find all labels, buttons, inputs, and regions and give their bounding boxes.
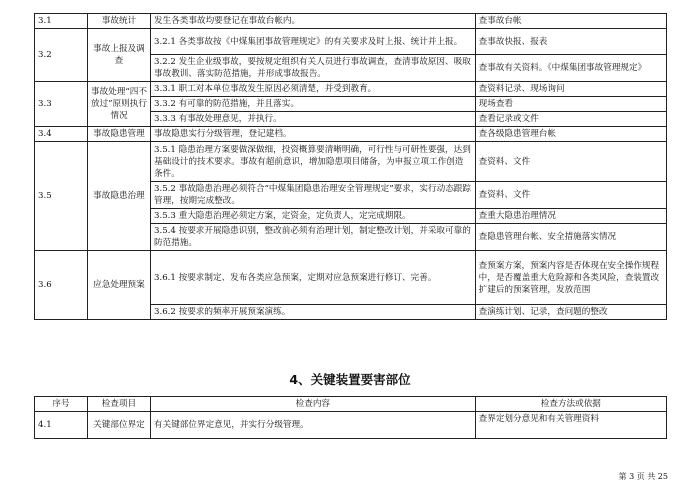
row-item: 关键部位界定	[87, 412, 150, 439]
header-item: 检查项目	[87, 397, 150, 412]
row-no: 3.3	[35, 82, 88, 127]
row-item: 应急处理预案	[87, 251, 150, 320]
table-row	[35, 127, 667, 142]
row-method: 查资料、文件	[475, 142, 666, 182]
section-title: 4、关键装置要害部位	[289, 372, 411, 387]
row-item: 事故处理“四不放过”原则执行情况	[87, 82, 150, 127]
row-method: 现场查看	[475, 97, 666, 112]
row-item: 事故上报及调查	[87, 29, 150, 82]
row-content: 3.6.2 按要求的频率开展预案演练。	[151, 305, 476, 320]
table-row	[35, 29, 667, 55]
header-method: 检查方法或依据	[475, 397, 666, 412]
row-content: 3.5.1 隐患治理方案要做深做细，投资概算要清晰明确，可行性与可研性要强，达到基础设计的技术要求。事故有超前意识，增加隐患项目储备，为申报立项工作创造条件。	[151, 142, 476, 182]
inspection-table-3	[34, 13, 667, 320]
row-method: 查隐患管理台帐、安全措施落实情况	[475, 224, 666, 251]
row-method: 查重大隐患治理情况	[475, 209, 666, 224]
row-item: 事故隐患治理	[87, 142, 150, 251]
table-row	[35, 142, 667, 182]
table-row	[35, 14, 667, 29]
row-content: 3.5.4 按要求开展隐患识别，整改前必须有治理计划，制定整改计划，并采取可靠的防范措施。	[151, 224, 476, 251]
table-row	[35, 412, 667, 439]
table-row	[35, 82, 667, 97]
row-content: 3.2.1 各类事故按《中煤集团事故管理规定》的有关要求及时上报、统计并上报。	[151, 29, 476, 55]
row-no: 4.1	[35, 412, 88, 439]
row-content: 3.3.3 有事故处理意见，并执行。	[151, 112, 476, 127]
header-no: 序号	[35, 397, 88, 412]
inspection-table-4	[34, 396, 667, 439]
table-header-row	[35, 397, 667, 412]
row-content: 事故隐患实行分级管理，登记建档。	[151, 127, 476, 142]
row-no: 3.1	[35, 14, 88, 29]
row-method: 查事故有关资料。《中煤集团事故管理规定》	[475, 55, 666, 82]
header-content: 检查内容	[151, 397, 476, 412]
row-method: 查看记录或文件	[475, 112, 666, 127]
table-row	[35, 251, 667, 305]
row-no: 3.2	[35, 29, 88, 82]
row-content: 发生各类事故均要登记在事故台帐内。	[151, 14, 476, 29]
row-method: 查预案方案，预案内容是否体现在安全操作规程中，是否覆盖重大危险源和各类风险，查装置改扩建后的预案管理，发放范围	[475, 251, 666, 305]
row-no: 3.4	[35, 127, 88, 142]
row-content: 3.6.1 按要求制定、发布各类应急预案，定期对应急预案进行修订、完善。	[151, 251, 476, 305]
row-method: 查界定划分意见和有关管理资料	[475, 412, 666, 439]
row-method: 查事故快报、报表	[475, 29, 666, 55]
row-content: 3.3.2 有可靠的防范措施，并且落实。	[151, 97, 476, 112]
row-no: 3.5	[35, 142, 88, 251]
row-item: 事故隐患管理	[87, 127, 150, 142]
row-content: 3.5.2 事故隐患治理必须符合“中煤集团隐患治理安全管理规定”要求，实行动态跟踪管理，按期完成整改。	[151, 182, 476, 209]
row-method: 查各级隐患管理台帐	[475, 127, 666, 142]
row-method: 查事故台帐	[475, 14, 666, 29]
row-method: 查资料记录、现场询问	[475, 82, 666, 97]
row-content: 有关键部位界定意见，并实行分级管理。	[151, 412, 476, 439]
row-method: 查演练计划、记录，查问题的整改	[475, 305, 666, 320]
page-number: 第 3 页 共 25	[618, 472, 668, 481]
row-content: 3.3.1 职工对本单位事故发生原因必须清楚，并受到教育。	[151, 82, 476, 97]
row-no: 3.6	[35, 251, 88, 320]
row-item: 事故统计	[87, 14, 150, 29]
row-content: 3.2.2 发生企业级事故，要按规定组织有关人员进行事故调查，查清事故原因、吸取事故教训、落实防范措施，并形成事故报告。	[151, 55, 476, 82]
row-method: 查资料、文件	[475, 182, 666, 209]
row-content: 3.5.3 重大隐患治理必须定方案，定资金，定负责人，定完成期限。	[151, 209, 476, 224]
